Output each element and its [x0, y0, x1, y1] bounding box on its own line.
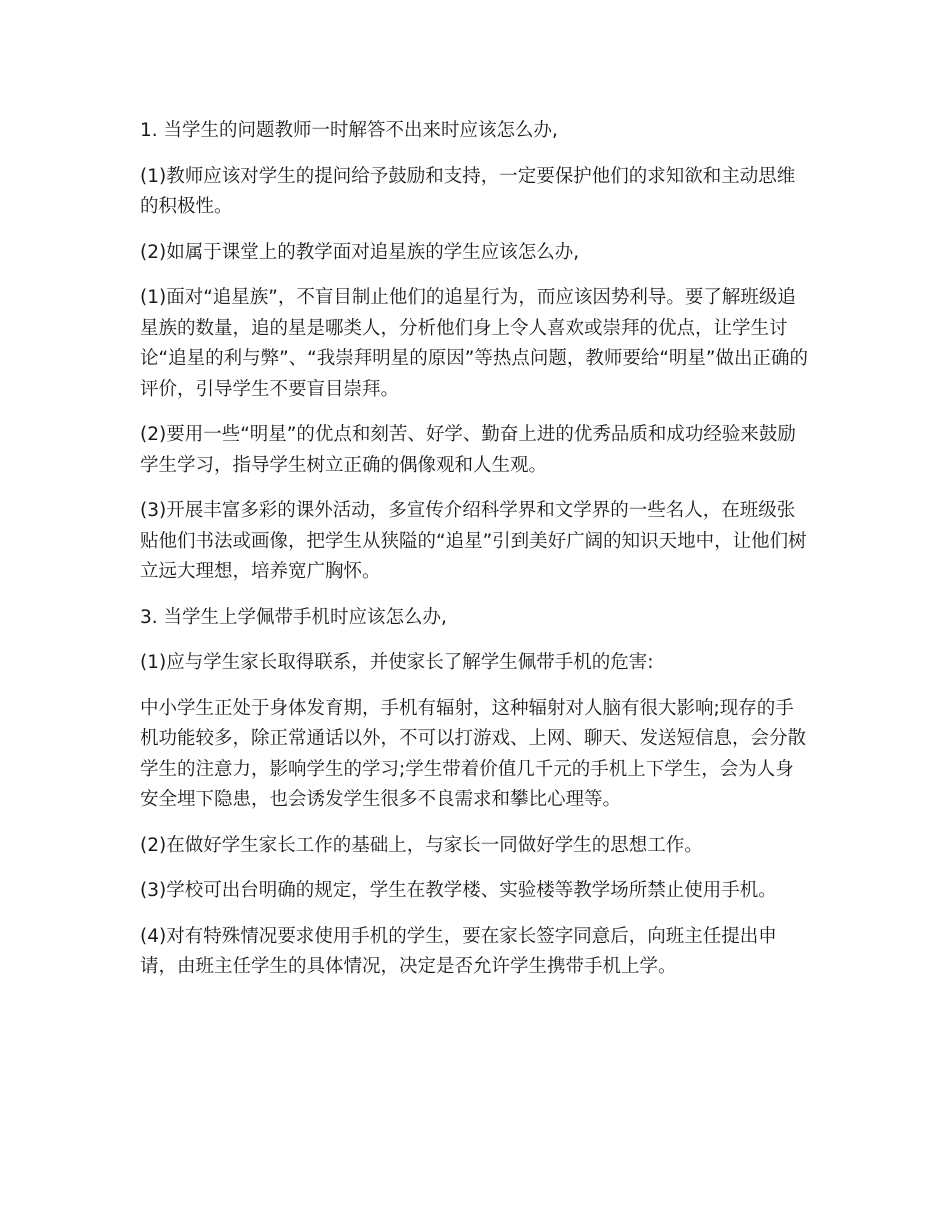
paragraph-q2-heading: (2)如属于课堂上的教学面对追星族的学生应该怎么办, [140, 241, 580, 263]
document-body [140, 116, 812, 998]
paragraph-q2-answer-2: (2)要用一些“明星”的优点和刻苦、好学、勤奋上进的优秀品质和成功经验来鼓励学生学习，指导学生树立正确的偶像观和人生观。 [140, 424, 796, 476]
paragraph-q1-heading: 1. 当学生的问题教师一时解答不出来时应该怎么办, [140, 120, 558, 141]
paragraph-q3-harm-detail: 中小学生正处于身体发育期，手机有辐射，这种辐射对人脑有很大影响;现存的手机功能较多，除正常通话以外，不可以打游戏、上网、聊天、发送短信息，会分散学生的注意力，影响学生的学习;学生带着价值几千元的手机上下学生，会为人身安全埋下隐患，也会诱发学生很多不良需求和攀比心理等。 [140, 697, 807, 810]
paragraph-q3-heading: 3. 当学生上学佩带手机时应该怎么办, [140, 606, 447, 628]
paragraph-q3-answer-1: (1)应与学生家长取得联系，并使家长了解学生佩带手机的危害: [140, 652, 654, 673]
paragraph-q2-answer-1: (1)面对“追星族”，不盲目制止他们的追星行为，而应该因势利导。要了解班级追星族的数量，追的星是哪类人，分析他们身上令人喜欢或崇拜的优点，让学生讨论“追星的利与弊”、“我崇拜明星的原因”等热点问题，教师要给“明星”做出正确的评价，引导学生不要盲目崇拜。 [140, 287, 809, 400]
paragraph-q1-answer-1: (1)教师应该对学生的提问给予鼓励和支持，一定要保护他们的求知欲和主动思维的积极性。 [140, 165, 796, 217]
paragraph-q3-answer-2: (2)在做好学生家长工作的基础上，与家长一同做好学生的思想工作。 [140, 834, 703, 856]
paragraph-q2-answer-3: (3)开展丰富多彩的课外活动，多宣传介绍科学界和文学界的一些名人，在班级张贴他们书法或画像，把学生从狭隘的“追星”引到美好广阔的知识天地中，让他们树立远大理想，培养宽广胸怀。 [140, 500, 807, 582]
paragraph-q3-answer-3: (3)学校可出台明确的规定，学生在教学楼、实验楼等教学场所禁止使用手机。 [140, 880, 777, 901]
paragraph-q3-answer-4: (4)对有特殊情况要求使用手机的学生，要在家长签字同意后，向班主任提出申请，由班主任学生的具体情况，决定是否允许学生携带手机上学。 [140, 925, 777, 977]
